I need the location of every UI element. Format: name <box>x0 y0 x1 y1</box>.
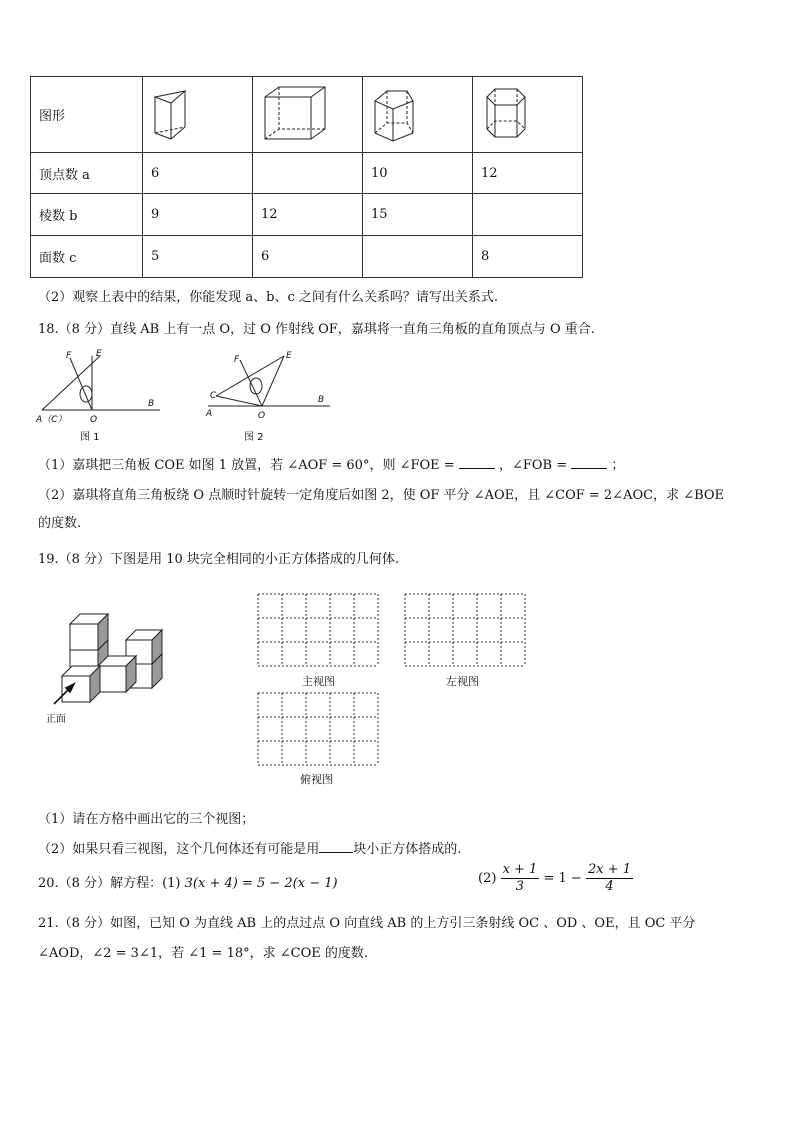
table-cell: 12 <box>473 153 583 194</box>
q20-eq2-middle: = 1 − <box>543 871 582 886</box>
hexagonal-prism-icon <box>473 77 583 153</box>
q19-part2-text-b: 块小正方体搭成的. <box>353 842 462 857</box>
grid-front-view[interactable] <box>257 593 379 667</box>
caption-left-view: 左视图 <box>446 675 479 688</box>
front-label: 正面 <box>46 714 66 725</box>
q18-part1 <box>38 454 624 473</box>
q18-part1-text-b: ，∠FOB = <box>498 458 568 473</box>
fig1-caption: 图 1 <box>80 432 100 443</box>
fraction-rhs-numerator: 2x + 1 <box>587 862 631 877</box>
fig1-label-E: E <box>96 349 102 359</box>
fig1-label-F: F <box>66 351 72 361</box>
q20-part1 <box>38 872 338 891</box>
q19-part1: （1）请在方格中画出它的三个视图； <box>38 812 255 827</box>
row-header-vertices: 顶点数 a <box>31 153 143 194</box>
q18-figures <box>30 346 330 444</box>
fig2-label-A: A <box>206 409 213 419</box>
polyhedron-table <box>30 76 583 278</box>
fig2-label-B: B <box>318 395 325 405</box>
answer-blank-count[interactable] <box>319 840 353 853</box>
caption-front-view: 主视图 <box>302 675 335 688</box>
q19-stem: 19.（8 分）下图是用 10 块完全相同的小正方体搭成的几何体. <box>38 552 400 567</box>
table-cell <box>253 153 363 194</box>
q19-part2-text-a: （2）如果只看三视图，这个几何体还有可能是用 <box>38 842 320 857</box>
fraction-rhs-denominator: 4 <box>605 879 614 894</box>
table-row <box>31 194 583 236</box>
fig2-caption: 图 2 <box>244 432 264 443</box>
fraction-lhs <box>501 862 540 895</box>
fig1-label-B: B <box>148 399 155 409</box>
q18-part2-line1: （2）嘉琪将直角三角板绕 O 点顺时针旋转一定角度后如图 2，使 OF 平分 ∠AOE，且 ∠COF = 2∠AOC，求 ∠BOE <box>38 488 725 503</box>
table-cell <box>363 236 473 278</box>
q18-part2-line2: 的度数. <box>38 516 82 531</box>
pentagonal-prism-icon <box>363 77 473 153</box>
fig1-label-A: A（C） <box>36 415 67 425</box>
q17-part2: （2）观察上表中的结果，你能发现 a、b、c 之间有什么关系吗？请写出关系式. <box>38 290 499 305</box>
triangular-prism-icon <box>143 77 253 153</box>
fig1-label-O: O <box>90 415 98 425</box>
grid-left-view[interactable] <box>404 593 526 667</box>
row-header-shape: 图形 <box>31 77 143 153</box>
q18-stem: 18.（8 分）直线 AB 上有一点 O，过 O 作射线 OF，嘉琪将一直角三角板的直角顶点与 O 重合. <box>38 322 595 337</box>
caption-top-view: 俯视图 <box>300 773 333 786</box>
fraction-rhs <box>586 862 633 895</box>
answer-blank-foe[interactable] <box>459 456 495 469</box>
q20-part2 <box>478 862 633 895</box>
table-cell: 12 <box>253 194 363 236</box>
fraction-lhs-numerator: x + 1 <box>502 862 538 877</box>
q20-stem: 20.（8 分）解方程：(1) <box>38 876 181 891</box>
fig2-label-C: C <box>210 391 217 401</box>
fraction-lhs-denominator: 3 <box>515 879 525 894</box>
q20-equation-1: 3(x + 4) = 5 − 2(x − 1) <box>184 876 338 891</box>
table-cell: 5 <box>143 236 253 278</box>
q20-eq2-label: (2) <box>478 871 497 886</box>
q19-part2 <box>38 838 461 857</box>
table-cell: 9 <box>143 194 253 236</box>
row-header-edges: 棱数 b <box>31 194 143 236</box>
fig2-label-E: E <box>286 351 292 361</box>
q21-line2: ∠AOD，∠2 = 3∠1，若 ∠1 = 18°，求 ∠COE 的度数. <box>38 946 368 961</box>
fig2-label-O: O <box>258 411 266 421</box>
q18-part1-text-a: （1）嘉琪把三角板 COE 如图 1 放置，若 ∠AOF = 60°，则 ∠FOE = <box>38 458 455 473</box>
q18-part1-text-c: ； <box>611 458 625 473</box>
q21-line1: 21.（8 分）如图，已知 O 为直线 AB 上的点过点 O 向直线 AB 的上方引三条射线 OC 、OD 、OE，且 OC 平分 <box>38 916 696 931</box>
table-row <box>31 236 583 278</box>
table-cell: 8 <box>473 236 583 278</box>
table-cell: 6 <box>143 153 253 194</box>
answer-blank-fob[interactable] <box>571 456 607 469</box>
table-cell: 15 <box>363 194 473 236</box>
table-cell: 10 <box>363 153 473 194</box>
cube-icon <box>253 77 363 153</box>
fig2-label-F: F <box>234 355 240 365</box>
table-cell <box>473 194 583 236</box>
table-row <box>31 153 583 194</box>
table-cell: 6 <box>253 236 363 278</box>
cube-stack-figure <box>40 608 170 728</box>
row-header-faces: 面数 c <box>31 236 143 278</box>
grid-top-view[interactable] <box>257 692 379 766</box>
